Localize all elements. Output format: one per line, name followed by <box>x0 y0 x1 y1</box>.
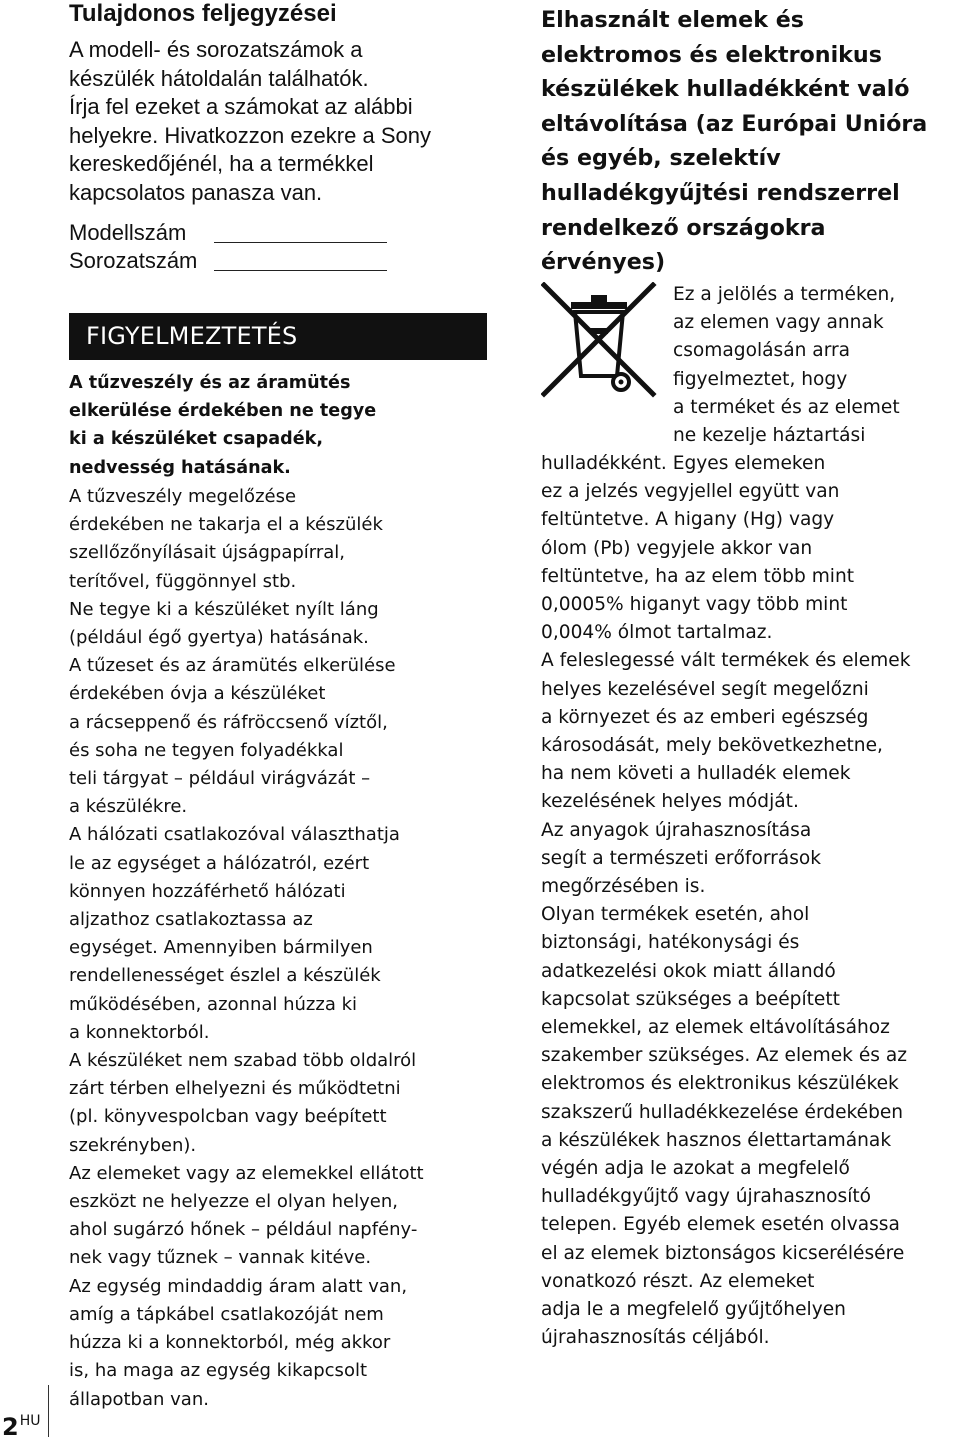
warning-body-text: A tűzveszély megelőzése érdekében ne takarja el a készülék szellőzőnyílásait újságpapírral, terítővel, függönnyel stb. Ne tegye ki a készüléket nyílt láng (például égő gyertya) hatásának. A tűzeset és az áramütés elkerülése érdekében óvja a készüléket a rácseppenő és ráfröccsenő víztől, és soha ne tegyen folyadékkal teli tárgyat – például virágvázát – a készülékre. A hálózati csatlakozóval választhatja le az egységet a hálózatról, ezért könnyen hozzáférhető hálózati aljzathoz csatlakoztassa az egységet. Amennyiben bármilyen rendellenességet észlel a készülék működésében, azonnal húzza ki a konnektorból. A készüléket nem szabad több oldalról zárt térben elhelyezni és működtetni (pl. könyvespolcban vagy beépített szekrényben). Az elemeket vagy az elemekkel ellátott eszközt ne helyezze el olyan helyen, ahol sugárzó hőnek – például napfény- nek vagy tűznek – vannak kitéve. Az egység mindaddig áram alatt van, amíg a tápkábel csatlakozóját nem húzza ki a konnektorból, még akkor is, ha maga az egység kikapcsolt állapotban van. <box>69 486 424 1410</box>
serial-number-label: Sorozatszám <box>69 248 198 273</box>
disposal-icon-caption: Ez a jelölés a terméken, az elemen vagy annak csomagolásán arra figyelmeztet, hogy a terméket és az elemet ne kezelje háztartási <box>673 284 900 447</box>
model-number-label: Modellszám <box>69 220 187 245</box>
page-language-code: HU <box>19 1413 41 1429</box>
disposal-body-text: hulladékként. Egyes elemeken ez a jelzés vegyjellel együtt van feltüntetve. A higany (Hg) vagy ólom (Pb) vegyjele akkor van feltüntetve, ha az elem több mint 0,0005% higanyt vagy több mint 0,004% ólmot tartalmaz. A feleslegessé vált termékek és elemek helyes kezelésével segít megelőzni a környezet és az emberi egészség károsodását, mely bekövetkezhetne, ha nem követi a hulladék elemek kezelésének helyes módját. Az anyagok újrahasznosítása segít a természeti erőforrások megőrzésében is. Olyan termékek esetén, ahol biztonsági, hatékonysági és adatkezelési okok miatt állandó kapcsolat szükséges a beépített elemekkel, az elemek eltávolításához szakember szükséges. Az elemek és az elektromos és elektronikus készülékek szakszerű hulladékkezelése érdekében a készülékek hasznos élettartamának végén adja le azokat a megfelelő hulladékgyűjtő vagy újrahasznosító telepen. Egyéb elemek esetén olvassa el az elemek biztonságos kicserélésére vonatkozó részt. Az elemeket adja le a megfelelő gyűjtőhelyen újrahasznosítás céljából. <box>541 453 911 1349</box>
model-number-field[interactable] <box>214 242 387 243</box>
disposal-heading: Elhasznált elemek és elektromos és elektronikus készülékek hulladékként való eltávolítása (az Európai Unióra és egyéb, szelektív hulladékgyűjtési rendszerrel rendelkező országokra érvényes) <box>541 7 928 276</box>
warning-heading: FIGYELMEZTETÉS <box>69 313 487 360</box>
page-number-value: 2 <box>2 1413 19 1441</box>
warning-bold-text: A tűzveszély és az áramütés elkerülése érdekében ne tegye ki a készüléket csapadék, nedvesség hatásának. <box>69 373 377 478</box>
owner-records-title: Tulajdonos feljegyzései <box>69 0 337 27</box>
serial-number-field[interactable] <box>214 270 387 271</box>
serial-number-row <box>69 247 197 275</box>
page-number <box>2 1407 40 1441</box>
owner-records-text: A modell- és sorozatszámok a készülék hátoldalán találhatók. Írja fel ezeket a számokat az alábbi helyekre. Hivatkozzon ezekre a Sony kereskedőjénél, ha a termékkel kapcsolatos panasza van. <box>69 37 431 205</box>
crossed-out-wheelie-bin-icon <box>541 282 657 398</box>
page-margin-rule <box>48 1385 49 1437</box>
model-number-row <box>69 219 186 247</box>
